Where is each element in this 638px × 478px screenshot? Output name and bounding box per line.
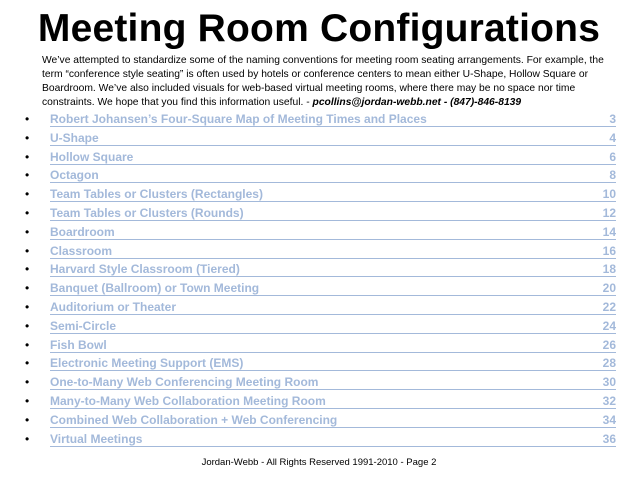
toc-link[interactable] <box>50 281 616 296</box>
bullet-icon: • <box>25 431 30 446</box>
toc-link-label: U-Shape <box>50 130 99 145</box>
toc-link-label: Electronic Meeting Support (EMS) <box>50 356 244 371</box>
toc-page-number: 6 <box>609 149 616 164</box>
bullet-icon: • <box>25 281 30 296</box>
toc-link[interactable] <box>50 375 616 390</box>
toc-link[interactable] <box>50 262 616 277</box>
toc-page-number: 10 <box>602 187 616 202</box>
toc-page-number: 22 <box>602 299 616 314</box>
toc-item <box>0 185 638 204</box>
toc-item <box>0 129 638 148</box>
toc-page-number: 20 <box>602 281 616 296</box>
toc-item <box>0 260 638 279</box>
toc-link-label: Classroom <box>50 243 113 258</box>
toc-page-number: 4 <box>609 130 616 145</box>
toc-page-number: 30 <box>602 375 616 390</box>
toc-link[interactable] <box>50 244 616 259</box>
toc-item <box>0 242 638 261</box>
toc-link[interactable] <box>50 338 616 353</box>
toc-link-label: Harvard Style Classroom (Tiered) <box>50 262 240 277</box>
toc-link[interactable] <box>50 413 616 428</box>
toc-item <box>0 298 638 317</box>
toc-page-number: 3 <box>609 112 616 126</box>
toc-page-number: 34 <box>602 412 616 427</box>
toc-link[interactable] <box>50 394 616 409</box>
toc-link-label: Robert Johansen’s Four-Square Map of Meeting Times and Places <box>50 112 427 126</box>
bullet-icon: • <box>25 356 30 371</box>
toc-item <box>0 204 638 223</box>
toc-item <box>0 317 638 336</box>
toc-item <box>0 148 638 167</box>
toc-page-number: 26 <box>602 337 616 352</box>
toc-item <box>0 166 638 185</box>
bullet-icon: • <box>25 224 30 239</box>
toc-page-number: 28 <box>602 356 616 371</box>
toc-link[interactable] <box>50 187 616 202</box>
toc-link-label: Fish Bowl <box>50 337 107 352</box>
toc-link-label: Many-to-Many Web Collaboration Meeting Room <box>50 393 326 408</box>
bullet-icon: • <box>25 112 30 126</box>
toc-page-number: 32 <box>602 393 616 408</box>
toc-page-number: 12 <box>602 205 616 220</box>
toc-item <box>0 354 638 373</box>
toc-link[interactable] <box>50 300 616 315</box>
toc-link-label: Boardroom <box>50 224 115 239</box>
toc-link-label: Team Tables or Clusters (Rounds) <box>50 205 244 220</box>
toc-link-label: Team Tables or Clusters (Rectangles) <box>50 187 263 202</box>
toc-link[interactable] <box>50 356 616 371</box>
toc-link-label: Combined Web Collaboration + Web Conferencing <box>50 412 338 427</box>
bullet-icon: • <box>25 149 30 164</box>
toc-link[interactable] <box>50 168 616 183</box>
bullet-icon: • <box>25 318 30 333</box>
toc-item <box>0 373 638 392</box>
toc-page-number: 16 <box>602 243 616 258</box>
bullet-icon: • <box>25 130 30 145</box>
toc-page-number: 24 <box>602 318 616 333</box>
intro-paragraph <box>42 54 622 110</box>
toc-item <box>0 430 638 449</box>
bullet-icon: • <box>25 299 30 314</box>
toc-item <box>0 336 638 355</box>
bullet-icon: • <box>25 205 30 220</box>
toc-item <box>0 110 638 129</box>
page-footer: Jordan-Webb - All Rights Reserved 1991-2010 - Page 2 <box>201 457 437 468</box>
toc-page-number: 36 <box>602 431 616 446</box>
contact-info: pcollins@jordan-webb.net - (847)-846-8139 <box>312 97 522 108</box>
toc-item <box>0 279 638 298</box>
bullet-icon: • <box>25 337 30 352</box>
toc-link-label: Virtual Meetings <box>50 431 143 446</box>
toc-link-label: Auditorium or Theater <box>50 299 177 314</box>
toc-link-label: Banquet (Ballroom) or Town Meeting <box>50 281 260 296</box>
toc-item <box>0 411 638 430</box>
toc-link[interactable] <box>50 225 616 240</box>
toc-item <box>0 223 638 242</box>
toc-link[interactable] <box>50 131 616 146</box>
toc-page-number: 18 <box>602 262 616 277</box>
toc-page-number: 14 <box>602 224 616 239</box>
toc-link[interactable] <box>50 206 616 221</box>
toc-link[interactable] <box>50 112 616 127</box>
toc-link[interactable] <box>50 319 616 334</box>
toc-link[interactable] <box>50 150 616 165</box>
bullet-icon: • <box>25 187 30 202</box>
bullet-icon: • <box>25 168 30 183</box>
toc-link-label: Hollow Square <box>50 149 134 164</box>
toc-item <box>0 392 638 411</box>
toc-link[interactable] <box>50 432 616 447</box>
bullet-icon: • <box>25 393 30 408</box>
bullet-icon: • <box>25 243 30 258</box>
toc-link-label: One-to-Many Web Conferencing Meeting Room <box>50 375 319 390</box>
bullet-icon: • <box>25 375 30 390</box>
table-of-contents <box>0 110 638 448</box>
bullet-icon: • <box>25 412 30 427</box>
bullet-icon: • <box>25 262 30 277</box>
intro-text: We’ve attempted to standardize some of the naming conventions for meeting room seating arrangements. For example, the term “conference style seating” is often used by hotels or conference centers to mean either U-Shape, Hollow Square or Boardroom. We’ve also included visuals for web-based virtual meeting rooms, where there may be no space nor time constraints. We hope that you find this information useful. - <box>42 55 604 108</box>
toc-link-label: Semi-Circle <box>50 318 117 333</box>
toc-page-number: 8 <box>609 168 616 183</box>
toc-link-label: Octagon <box>50 168 99 183</box>
page-title: Meeting Room Configurations <box>37 7 601 50</box>
